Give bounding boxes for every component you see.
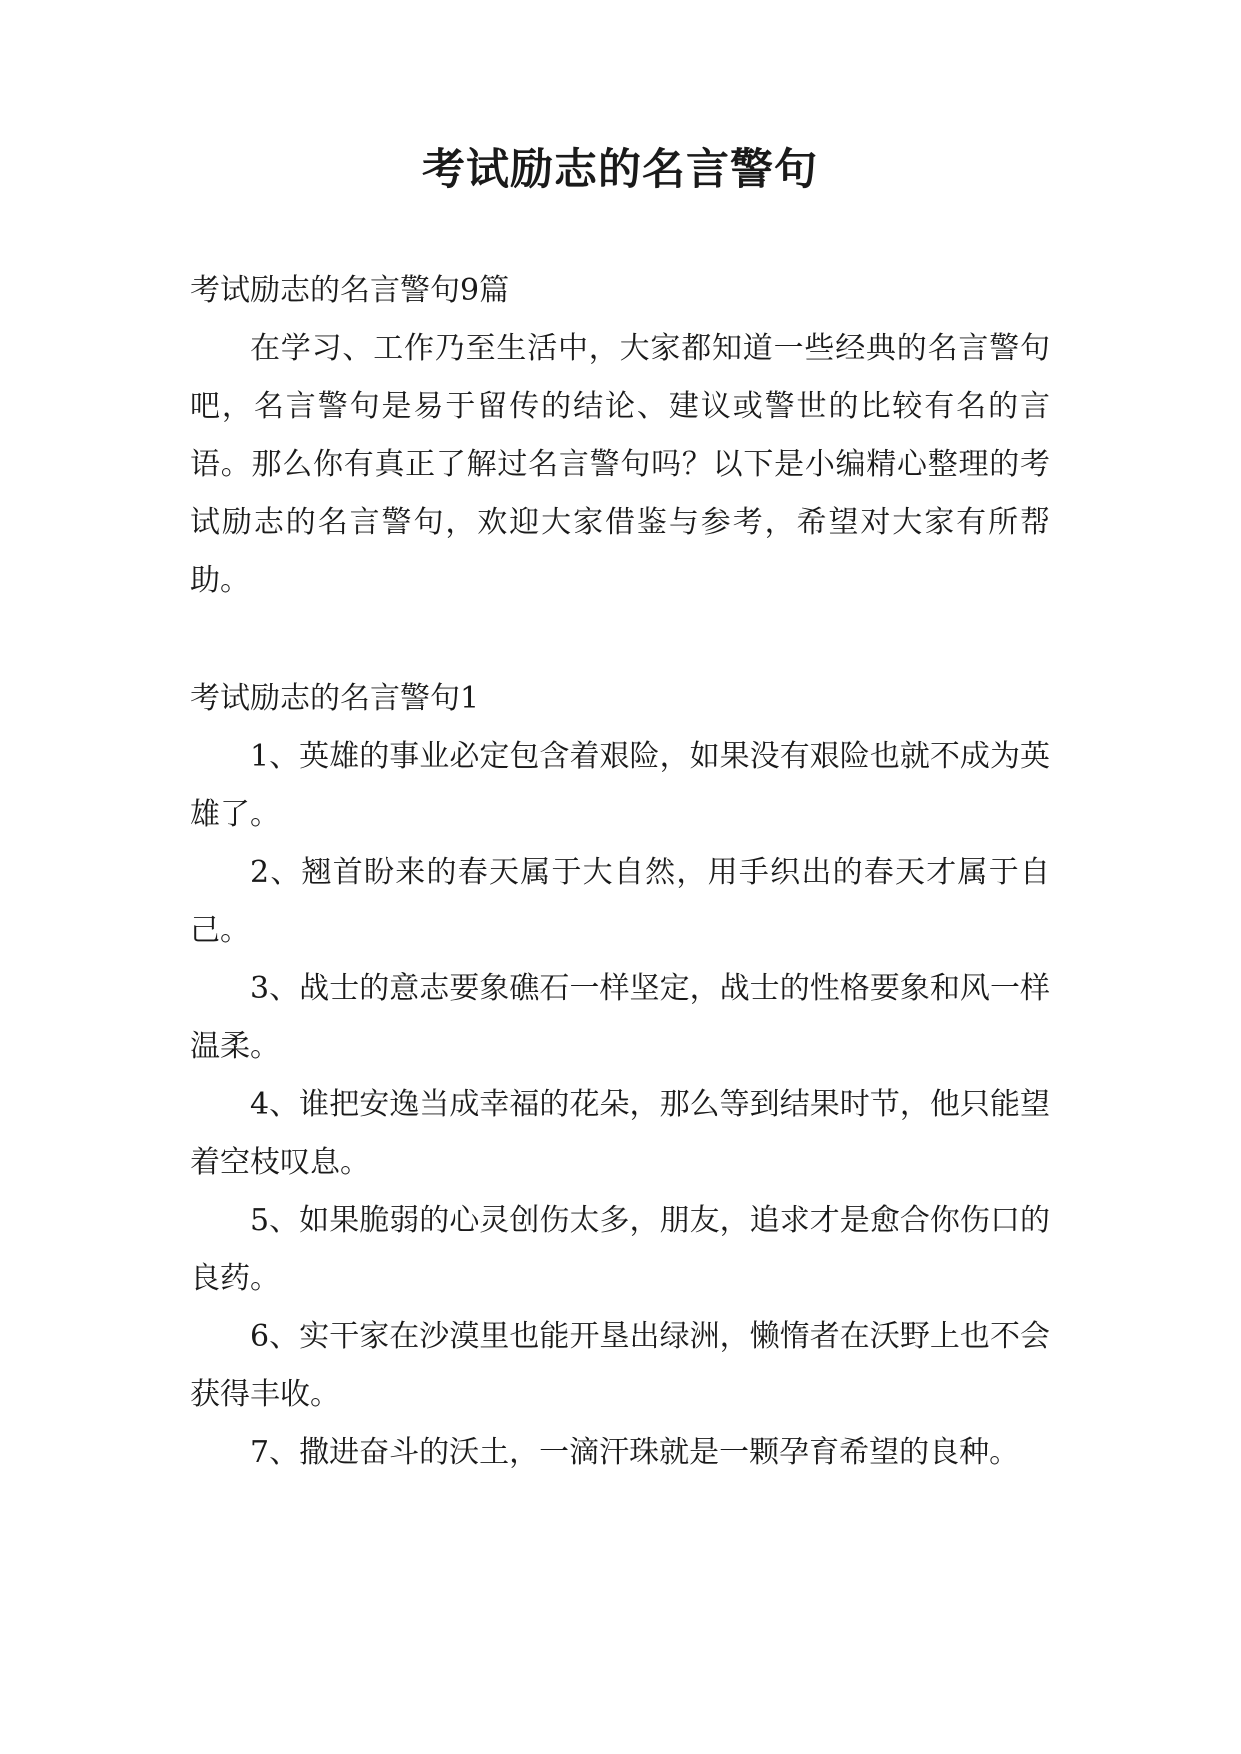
document-title: 考试励志的名言警句 — [422, 145, 818, 195]
quote-item-5: 5、如果脆弱的心灵创伤太多，朋友，追求才是愈合你伤口的良药。 — [190, 1203, 1050, 1296]
section-spacer — [190, 610, 1050, 670]
quote-item-6: 6、实干家在沙漠里也能开垦出绿洲，懒惰者在沃野上也不会获得丰收。 — [190, 1319, 1050, 1412]
intro-paragraph: 在学习、工作乃至生活中，大家都知道一些经典的名言警句吧，名言警句是易于留传的结论、建议或警世的比较有名的言语。那么你有真正了解过名言警句吗？以下是小编精心整理的考试励志的名言警句，欢迎大家借鉴与参考，希望对大家有所帮助。 — [190, 331, 1050, 598]
document-subtitle: 考试励志的名言警句9篇 — [190, 273, 510, 308]
document-page — [190, 140, 1050, 1482]
quote-item-4: 4、谁把安逸当成幸福的花朵，那么等到结果时节，他只能望着空枝叹息。 — [190, 1087, 1050, 1180]
quote-item-7: 7、撒进奋斗的沃土，一滴汗珠就是一颗孕育希望的良种。 — [250, 1435, 1020, 1470]
quote-item-3: 3、战士的意志要象礁石一样坚定，战士的性格要象和风一样温柔。 — [190, 971, 1050, 1064]
quote-item-1: 1、英雄的事业必定包含着艰险，如果没有艰险也就不成为英雄了。 — [190, 739, 1050, 832]
quote-list — [190, 728, 1050, 1482]
section-heading: 考试励志的名言警句1 — [190, 681, 480, 716]
quote-item-2: 2、翘首盼来的春天属于大自然，用手织出的春天才属于自己。 — [190, 855, 1050, 948]
